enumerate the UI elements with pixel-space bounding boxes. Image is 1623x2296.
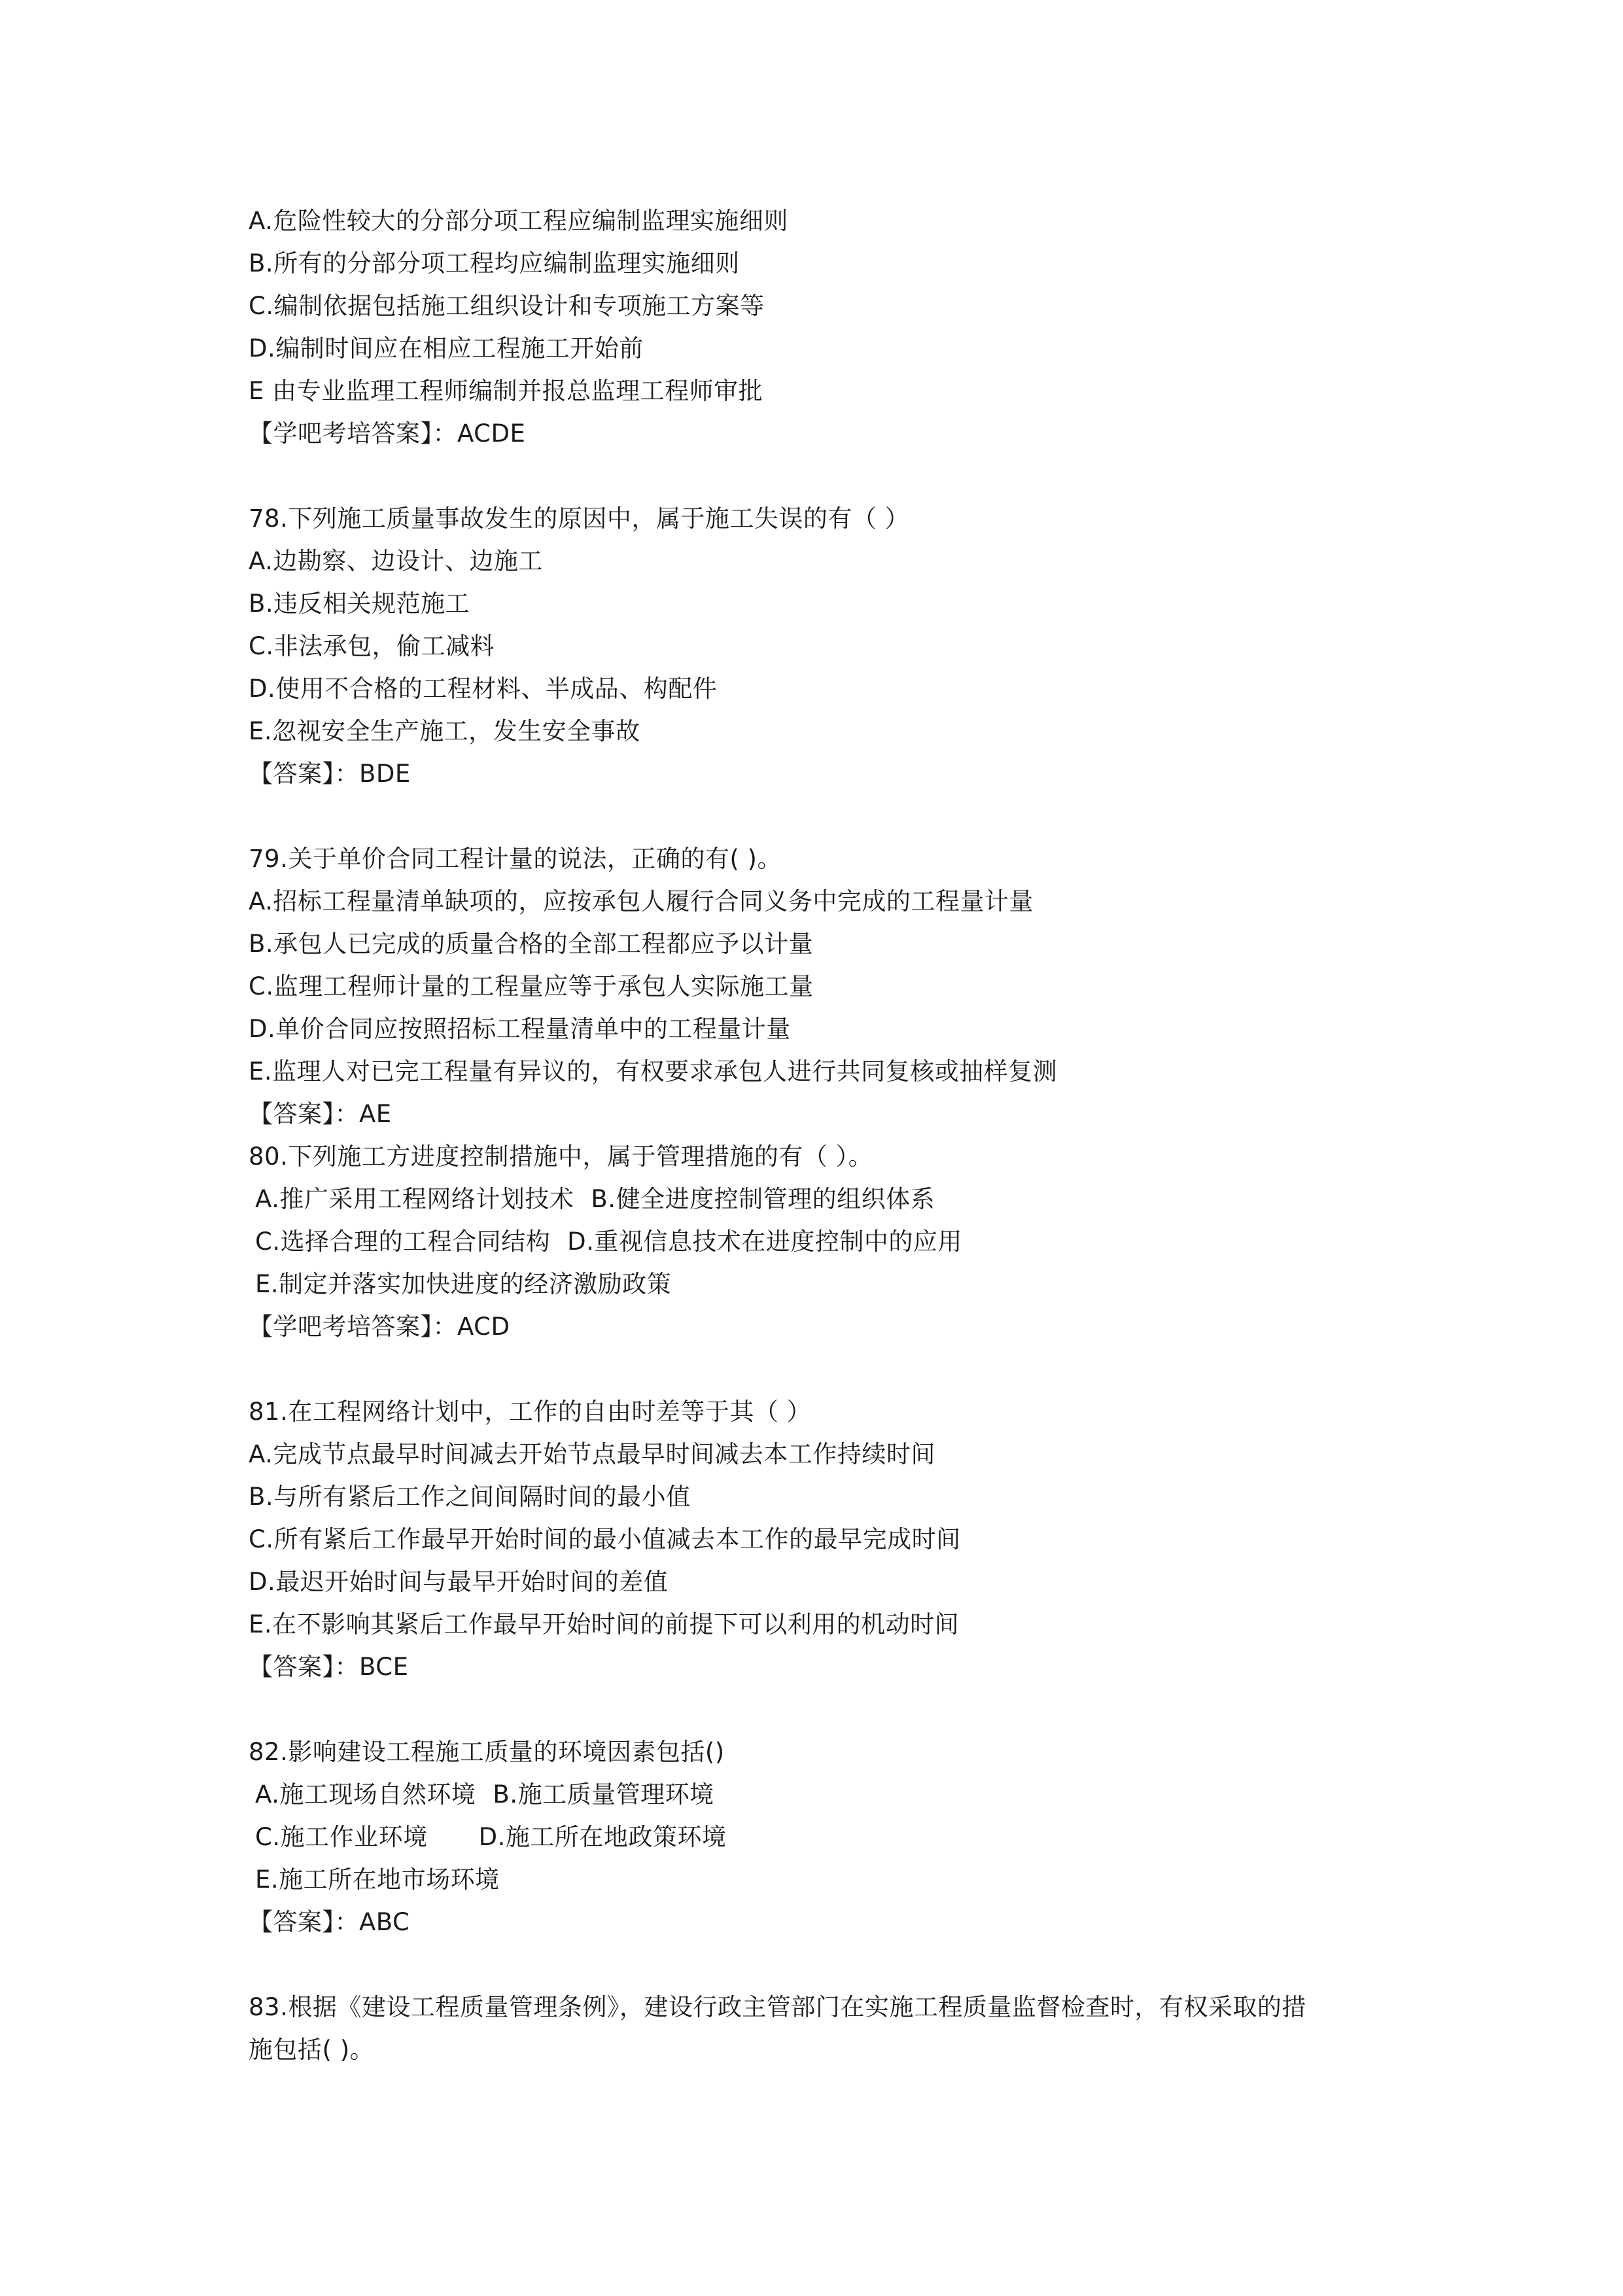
q77-answer: 【学吧考培答案】：ACDE bbox=[249, 419, 526, 448]
spacer bbox=[249, 455, 1413, 497]
q82-options-row-1 bbox=[249, 1773, 1413, 1816]
q78-option-c: C.非法承包，偷工减料 bbox=[249, 632, 495, 660]
q80-option-e: E.制定并落实加快进度的经济激励政策 bbox=[255, 1270, 672, 1298]
q81-option-d: D.最迟开始时间与最早开始时间的差值 bbox=[249, 1568, 669, 1596]
q78-option-b: B.违反相关规范施工 bbox=[249, 590, 470, 618]
question-list bbox=[249, 200, 1413, 2071]
q82-option-e: E.施工所在地市场环境 bbox=[255, 1865, 500, 1894]
spacer bbox=[249, 1688, 1413, 1731]
q82-option-b: B.施工质量管理环境 bbox=[493, 1780, 714, 1809]
q80-question: 80.下列施工方进度控制措施中，属于管理措施的有（ ）。 bbox=[249, 1142, 873, 1171]
q80-option-a: A.推广采用工程网络计划技术 bbox=[255, 1185, 574, 1213]
q80-option-d: D.重视信息技术在进度控制中的应用 bbox=[567, 1227, 962, 1256]
q80-options-row-1 bbox=[249, 1178, 1413, 1220]
q77-option-d: D.编制时间应在相应工程施工开始前 bbox=[249, 334, 644, 362]
q80-option-b: B.健全进度控制管理的组织体系 bbox=[591, 1185, 935, 1213]
q82-answer: 【答案】：ABC bbox=[249, 1908, 410, 1936]
q80-answer: 【学吧考培答案】：ACD bbox=[249, 1313, 510, 1341]
q81-option-b: B.与所有紧后工作之间间隔时间的最小值 bbox=[249, 1483, 691, 1511]
q83-question-line-2: 施包括( )。 bbox=[249, 2036, 375, 2064]
q77-option-e: E 由专业监理工程师编制并报总监理工程师审批 bbox=[249, 377, 763, 405]
spacer bbox=[249, 1348, 1413, 1390]
q82-option-a: A.施工现场自然环境 bbox=[255, 1780, 476, 1809]
q79-option-b: B.承包人已完成的质量合格的全部工程都应予以计量 bbox=[249, 930, 814, 958]
q79-question: 79.关于单价合同工程计量的说法，正确的有( )。 bbox=[249, 845, 782, 873]
q82-option-c: C.施工作业环境 bbox=[255, 1823, 428, 1851]
q79-option-d: D.单价合同应按照招标工程量清单中的工程量计量 bbox=[249, 1015, 791, 1043]
q79-option-c: C.监理工程师计量的工程量应等于承包人实际施工量 bbox=[249, 972, 814, 1000]
q78-option-e: E.忽视安全生产施工，发生安全事故 bbox=[249, 717, 640, 745]
q78-option-d: D.使用不合格的工程材料、半成品、构配件 bbox=[249, 675, 718, 703]
q81-question: 81.在工程网络计划中，工作的自由时差等于其（ ） bbox=[249, 1398, 812, 1426]
spacer bbox=[249, 1943, 1413, 1986]
q81-option-c: C.所有紧后工作最早开始时间的最小值减去本工作的最早完成时间 bbox=[249, 1525, 961, 1553]
q77-option-a: A.危险性较大的分部分项工程应编制监理实施细则 bbox=[249, 207, 788, 235]
q80-option-c: C.选择合理的工程合同结构 bbox=[255, 1227, 551, 1256]
spacer bbox=[249, 795, 1413, 838]
q79-option-a: A.招标工程量清单缺项的，应按承包人履行合同义务中完成的工程量计量 bbox=[249, 887, 1034, 915]
q81-option-e: E.在不影响其紧后工作最早开始时间的前提下可以利用的机动时间 bbox=[249, 1610, 960, 1638]
q82-option-d: D.施工所在地政策环境 bbox=[478, 1823, 727, 1851]
q77-option-c: C.编制依据包括施工组织设计和专项施工方案等 bbox=[249, 292, 765, 320]
q78-question: 78.下列施工质量事故发生的原因中，属于施工失误的有（ ） bbox=[249, 504, 910, 533]
q82-question: 82.影响建设工程施工质量的环境因素包括() bbox=[249, 1738, 725, 1766]
q81-answer: 【答案】：BCE bbox=[249, 1653, 409, 1681]
q78-option-a: A.边勘察、边设计、边施工 bbox=[249, 547, 543, 575]
q82-options-row-2 bbox=[249, 1816, 1413, 1858]
q77-option-b: B.所有的分部分项工程均应编制监理实施细则 bbox=[249, 249, 740, 277]
q83-question-line-1: 83.根据《建设工程质量管理条例》，建设行政主管部门在实施工程质量监督检查时，有权采取的措 bbox=[249, 1993, 1306, 2021]
q80-options-row-2 bbox=[249, 1220, 1413, 1263]
q79-option-e: E.监理人对已完工程量有异议的，有权要求承包人进行共同复核或抽样复测 bbox=[249, 1057, 1058, 1086]
q81-option-a: A.完成节点最早时间减去开始节点最早时间减去本工作持续时间 bbox=[249, 1440, 935, 1468]
q78-answer: 【答案】：BDE bbox=[249, 760, 411, 788]
q79-answer: 【答案】：AE bbox=[249, 1100, 392, 1128]
